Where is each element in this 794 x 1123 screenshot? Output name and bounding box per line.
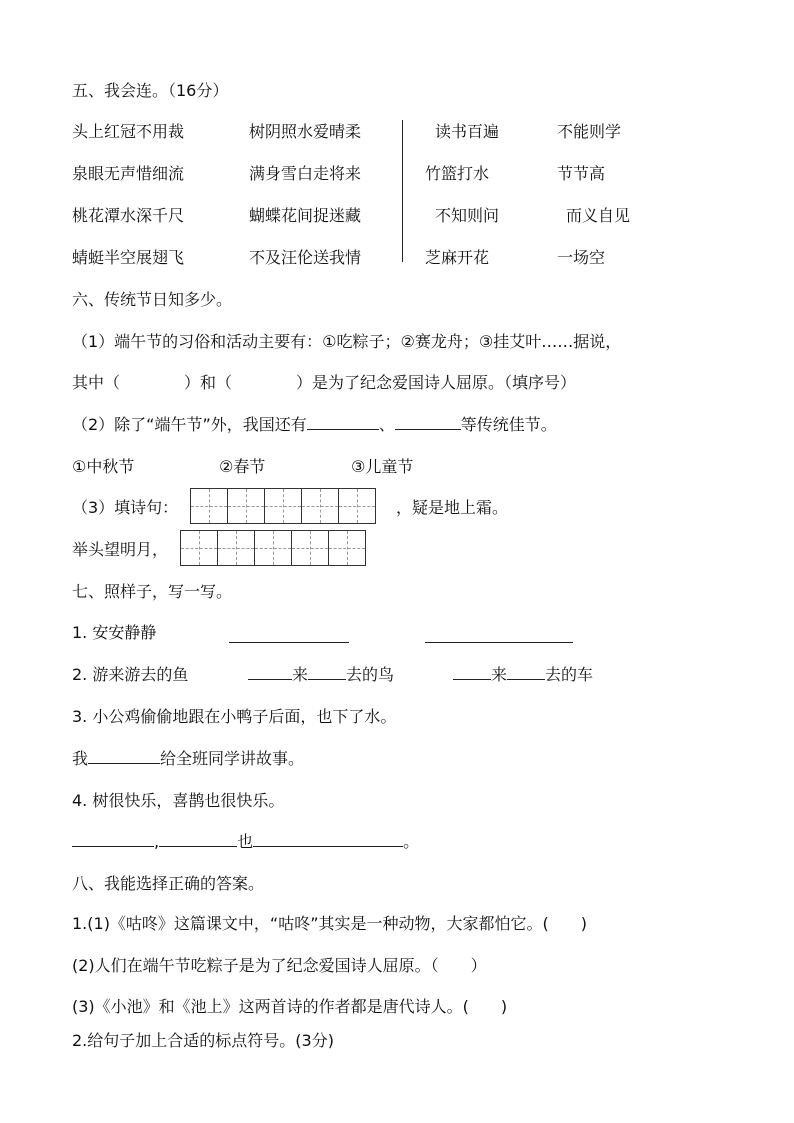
match-item: 不能则学 (557, 122, 622, 141)
item2-answer-car (453, 664, 593, 686)
option-2: ②春节 (219, 457, 266, 476)
answer-blank[interactable] (308, 664, 346, 680)
q1-line2: 其中（ ）和（ ）是为了纪念爱国诗人屈原。（填序号） (72, 373, 577, 392)
q3-prefix: （3）填诗句： (72, 498, 179, 517)
match-item: 树阴照水爱晴柔 (249, 122, 362, 141)
match-item: 满身雪白走将来 (249, 164, 362, 183)
grid-cell[interactable] (254, 530, 292, 566)
grid-cell[interactable] (301, 488, 339, 524)
period-text: 。 (403, 832, 420, 851)
option-3: ③儿童节 (351, 457, 414, 476)
grid-cell[interactable] (227, 488, 265, 524)
q2-separator: 、 (378, 415, 395, 434)
judge-q2: (2)人们在端午节吃粽子是为了纪念爱国诗人屈原。（ ） (72, 956, 487, 975)
item4-example: 4. 树很快乐，喜鹊也很快乐。 (72, 791, 285, 810)
answer-blank[interactable] (88, 748, 160, 764)
q3-suffix: ，疑是地上霜。 (396, 498, 509, 517)
answer-blank[interactable] (248, 664, 292, 680)
match-item: 头上红冠不用裁 (72, 122, 185, 141)
item2-answer-bird (248, 664, 394, 686)
section7-title: 七、照样子，写一写。 (72, 582, 233, 601)
q2-suffix: 等传统佳节。 (460, 415, 557, 434)
item1-example: 1. 安安静静 (72, 623, 157, 642)
grid-cell[interactable] (264, 488, 302, 524)
item3-suffix: 给全班同学讲故事。 (160, 749, 305, 768)
come-text: 来 (292, 665, 309, 684)
match-item: 蜻蜓半空展翅飞 (72, 248, 185, 267)
section6-title: 六、传统节日知多少。 (72, 290, 233, 309)
grid-cell[interactable] (180, 530, 218, 566)
go-text: 去的鸟 (346, 665, 395, 684)
option-1: ①中秋节 (72, 457, 135, 476)
grid-cell[interactable] (291, 530, 329, 566)
match-item: 桃花潭水深千尺 (72, 206, 185, 225)
answer-blank[interactable] (253, 831, 403, 847)
q3-line2-prefix: 举头望明月， (72, 540, 169, 559)
comma-text: , (154, 832, 160, 851)
q1-line1: （1）端午节的习俗和活动主要有：①吃粽子；②赛龙舟；③挂艾叶……据说， (72, 332, 622, 351)
answer-blank[interactable] (229, 627, 349, 643)
answer-blank[interactable] (453, 664, 491, 680)
item4-answer-line (72, 831, 419, 853)
answer-blank[interactable] (307, 414, 379, 430)
match-item: 读书百遍 (435, 122, 500, 141)
match-item: 不知则问 (435, 206, 500, 225)
match-item: 竹篮打水 (425, 164, 490, 183)
q2-line (72, 414, 557, 436)
poem-grid-2[interactable] (180, 530, 366, 566)
answer-blank[interactable] (72, 831, 154, 847)
grid-cell[interactable] (217, 530, 255, 566)
grid-cell[interactable] (190, 488, 228, 524)
grid-cell[interactable] (328, 530, 366, 566)
match-item: 节节高 (557, 164, 606, 183)
column-divider (402, 120, 403, 262)
poem-grid-1[interactable] (190, 488, 376, 524)
match-item: 而义自见 (566, 206, 631, 225)
match-item: 蝴蝶花间捉迷藏 (249, 206, 362, 225)
go-text: 去的车 (545, 665, 594, 684)
item3-example: 3. 小公鸡偷偷地跟在小鸭子后面，也下了水。 (72, 707, 397, 726)
match-item: 泉眼无声惜细流 (72, 164, 185, 183)
punctuation-task: 2.给句子加上合适的标点符号。(3分) (72, 1031, 334, 1050)
also-text: 也 (237, 832, 254, 851)
section5-title: 五、我会连。（16分） (72, 81, 229, 100)
section8-title: 八、我能选择正确的答案。 (72, 874, 265, 893)
answer-blank[interactable] (425, 627, 573, 643)
grid-cell[interactable] (338, 488, 376, 524)
item2-example: 2. 游来游去的鱼 (72, 665, 189, 684)
judge-q1: 1.(1)《咕咚》这篇课文中，“咕咚”其实是一种动物，大家都怕它。( ) (72, 914, 587, 933)
match-item: 不及汪伦送我情 (249, 248, 362, 267)
item3-answer-line (72, 748, 304, 770)
match-item: 一场空 (557, 248, 606, 267)
answer-blank[interactable] (159, 831, 237, 847)
judge-q3: (3)《小池》和《池上》这两首诗的作者都是唐代诗人。( ) (72, 997, 508, 1016)
come-text: 来 (491, 665, 508, 684)
match-item: 芝麻开花 (425, 248, 490, 267)
q2-prefix: （2）除了“端午节”外，我国还有 (72, 415, 307, 434)
item3-prefix: 我 (72, 749, 89, 768)
answer-blank[interactable] (395, 414, 461, 430)
answer-blank[interactable] (507, 664, 545, 680)
